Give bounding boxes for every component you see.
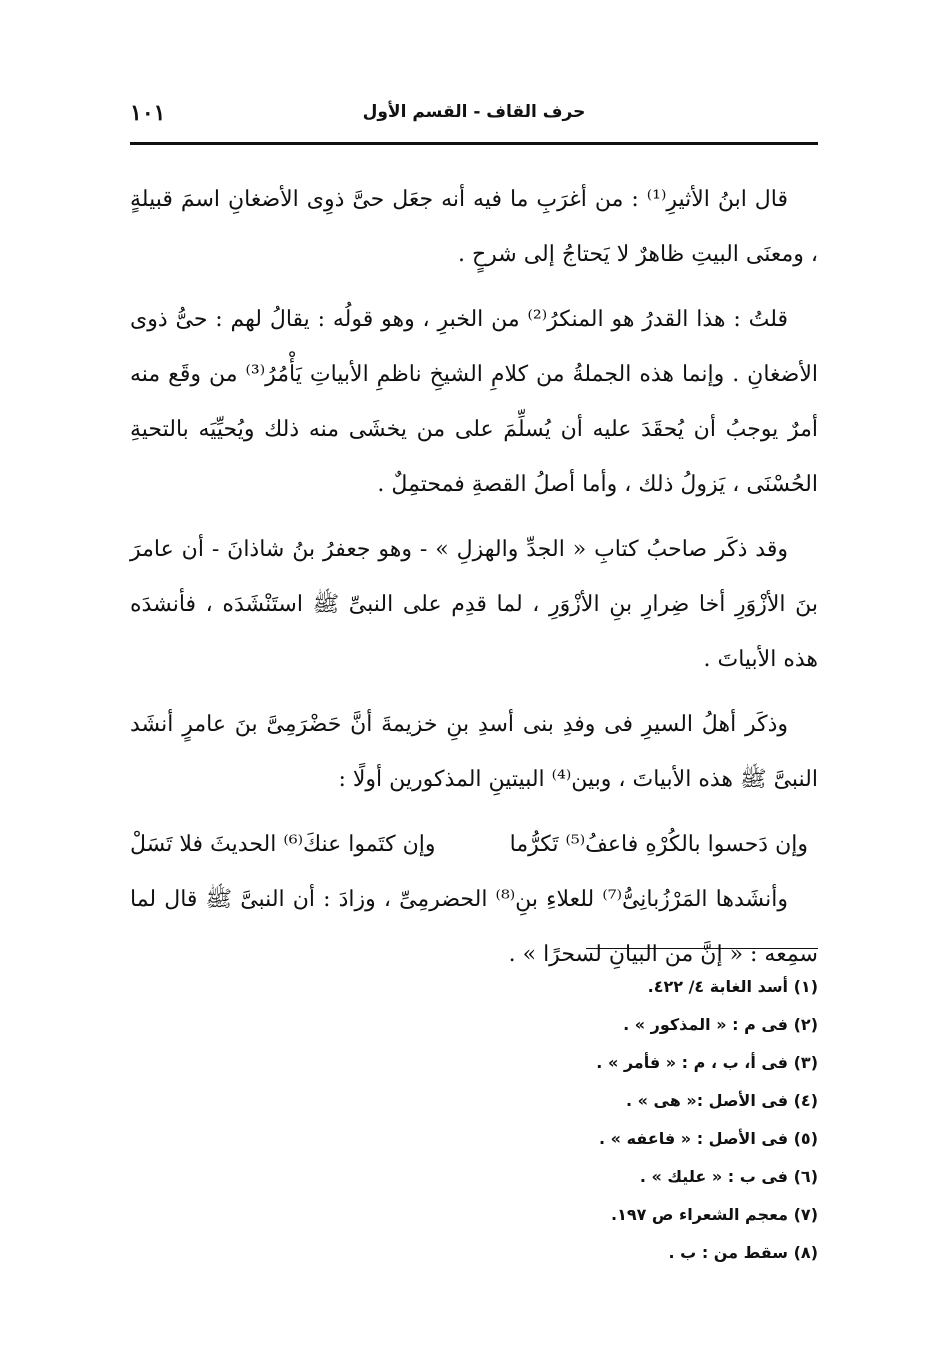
verse-second-hemistich: وإن كتَموا عنكَ⁽⁶⁾ الحديثَ فلا تَسَلْ — [130, 832, 436, 857]
paragraph-1: قال ابنُ الأثيرِ⁽¹⁾ : من أغرَبِ ما فيه أنه جعَل حىَّ ذوِى الأضغانِ اسمَ قبيلةٍ ، ومعنَى البيتِ ظاهرٌ لا يَحتاجُ إلى شرحٍ . — [130, 187, 818, 267]
running-head: حرف القاف - القسم الأول — [362, 102, 586, 122]
page-number: ١٠١ — [130, 100, 166, 126]
main-text — [130, 172, 818, 992]
paragraph-2: قلتُ : هذا القدرُ هو المنكرُ⁽²⁾ من الخبرِ ، وهو قولُه : يقالُ لهم : حىُّ ذوى الأضغانِ . وإنما هذه الجملةُ من كلامِ الشيخِ ناظمِ الأبياتِ يَأْمُرُ⁽³⁾ من وقَع منه أمرٌ يوجبُ أن يُحقَدَ عليه أن يُسلِّمَ على من يخشَى منه ذلك ويُحيِّيَه بالتحيةِ الحُسْنَى ، يَزولُ ذلك ، وأما أصلُ القصةِ فمحتمِلٌ . — [130, 307, 818, 497]
footnote-1: (١) أسد الغابة ٤/ ٤٢٢. — [647, 977, 818, 996]
paragraph-5: وأنشَدها المَرْزُبانِىُّ⁽⁷⁾ للعلاءِ بنِ⁽⁸⁾ الحضرمِىِّ ، وزادَ : أن النبىَّ ﷺ قال لما سمِعه : « إنَّ من البيانِ لسحرًا » . — [130, 887, 818, 967]
book-page — [130, 96, 818, 1296]
footnote-3: (٣) فى أ، ب ، م : « فأمر » . — [596, 1053, 818, 1072]
page-header — [130, 96, 818, 136]
footnote-6: (٦) فى ب : « عليك » . — [639, 1167, 818, 1186]
paragraph-3: وقد ذكَر صاحبُ كتابِ « الجدِّ والهزلِ » - وهو جعفرُ بنُ شاذانَ - أن عامرَ بنَ الأزْوَرِ أخا ضِرارِ بنِ الأزْوَرِ ، لما قدِم على النبىِّ ﷺ استَنْشَدَه ، فأنشدَه هذه الأبياتَ . — [130, 537, 818, 672]
footnote-8: (٨) سقط من : ب . — [668, 1243, 818, 1262]
verse-first-hemistich: وإن دَحسوا بالكُرْهِ فاعفُ⁽⁵⁾ تَكرُّما — [509, 832, 808, 857]
footnotes-list — [130, 968, 818, 1272]
poetry-verse — [130, 817, 818, 872]
footnote-5: (٥) فى الأصل : « فاعفه » . — [599, 1129, 818, 1148]
footnote-2: (٢) فى م : « المذكور » . — [623, 1015, 818, 1034]
header-rule — [130, 142, 818, 145]
footnote-4: (٤) فى الأصل :« هى » . — [625, 1091, 818, 1110]
paragraph-4: وذكَر أهلُ السيرِ فى وفدِ بنى أسدِ بنِ خزيمةَ أنَّ حَضْرَمِىَّ بنَ عامرٍ أنشَد النبىَّ ﷺ هذه الأبياتَ ، وبين⁽⁴⁾ البيتينِ المذكورين أولًا : — [130, 712, 818, 792]
footnote-7: (٧) معجم الشعراء ص ١٩٧. — [610, 1205, 818, 1224]
footnote-rule — [586, 948, 818, 949]
